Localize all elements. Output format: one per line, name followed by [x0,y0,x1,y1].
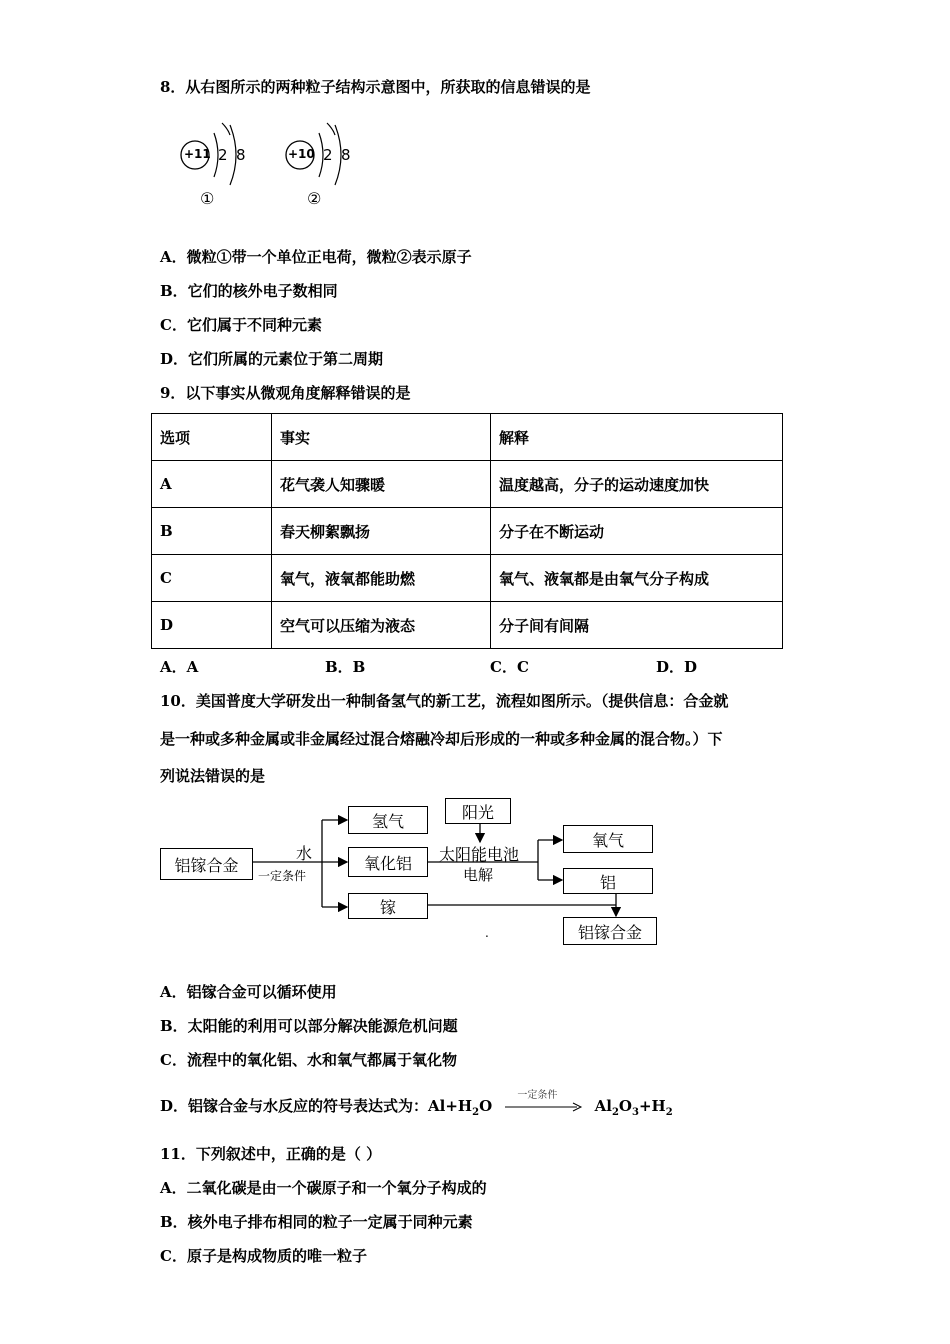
reactant-tail: O [479,1097,493,1115]
table-header-row [152,414,783,461]
product-h-subscript: 2 [665,1107,673,1118]
q9-stem: 9．以下事实从微观角度解释错误的是 [160,384,411,402]
table-row [152,508,783,555]
table-header-cell: 事实 [272,414,491,461]
flow-label-water: 水 [296,844,313,863]
q11-option-b: B．核外电子排布相同的粒子一定属于同种元素 [160,1213,473,1231]
q10-stem-line1: 10．美国普度大学研发出一种制备氢气的新工艺，流程如图所示。（提供信息：合金就 [160,692,729,710]
q8-option-b: B．它们的核外电子数相同 [160,282,338,300]
particle1-nucleus: +11 [184,147,211,161]
table-cell: 温度越高，分子的运动速度加快 [491,461,783,508]
q8-stem: 8．从右图所示的两种粒子结构示意图中，所获取的信息错误的是 [160,78,591,96]
table-cell: 春天柳絮飘扬 [272,508,491,555]
q9-choice-b: B．B [325,658,366,676]
arrow-condition: 一定条件 [517,1090,558,1101]
particle2-label: ② [307,189,322,208]
flow-box-end-alloy: 铝镓合金 [563,917,657,945]
product-al-subscript: 2 [611,1107,619,1118]
table-cell: 氧气、液氧都是由氧气分子构成 [491,555,783,602]
q11-option-a: A．二氧化碳是由一个碳原子和一个氧分子构成的 [160,1179,487,1197]
q11-stem: 11．下列叙述中，正确的是（ ） [160,1145,382,1163]
particle-diagram [170,115,370,215]
product-al: Al [594,1097,612,1115]
q8-option-c: C．它们属于不同种元素 [160,316,322,334]
flow-box-oxygen: 氧气 [563,825,653,853]
particle2-nucleus: +10 [288,147,315,161]
reactant-subscript: 2 [472,1107,480,1118]
q8-option-d: D．它们所属的元素位于第二周期 [160,350,384,368]
q9-choice-a: A．A [160,658,199,676]
q10-stem-line2: 是一种或多种金属或非金属经过混合熔融冷却后形成的一种或多种金属的混合物。）下 [160,730,723,748]
q10-stem-line3: 列说法错误的是 [160,767,266,785]
table-cell: 空气可以压缩为液态 [272,602,491,649]
arrow-icon [503,1100,583,1114]
flow-box-gallium: 镓 [348,893,428,919]
table-cell: 分子间有间隔 [491,602,783,649]
reaction-arrow [503,1090,583,1114]
table-row [152,461,783,508]
q8-option-a: A．微粒①带一个单位正电荷，微粒②表示原子 [160,248,472,266]
table-cell: 花气袭人知骤暖 [272,461,491,508]
particle1-shell1-count: 2 [218,146,228,164]
flow-label-solar-cell: 太阳能电池 [439,845,520,864]
particle2-shell1-count: 2 [323,146,333,164]
table-header-cell: 解释 [491,414,783,461]
table-row [152,555,783,602]
flow-dot: . [485,926,489,940]
particle1-shell2-count: 8 [236,146,246,164]
table-cell: C [152,555,272,602]
flow-box-alumina: 氧化铝 [348,847,428,877]
q10-option-b: B．太阳能的利用可以部分解决能源危机问题 [160,1017,458,1035]
product-o-subscript: 3 [632,1107,639,1118]
table-cell: A [152,461,272,508]
q9-table [151,413,783,649]
particle1-label: ① [200,189,215,208]
table-cell: 分子在不断运动 [491,508,783,555]
q10-option-d-prefix: D．铝镓合金与水反应的符号表达式为： [160,1097,429,1115]
product-h: +H [638,1097,666,1115]
flow-label-electrolysis: 电解 [463,866,494,884]
flow-label-condition: 一定条件 [258,869,307,883]
table-row [152,602,783,649]
product-o: O [618,1097,632,1115]
table-cell: D [152,602,272,649]
q10-option-c: C．流程中的氧化铝、水和氧气都属于氧化物 [160,1051,457,1069]
flow-box-aluminum: 铝 [563,868,653,894]
q10-option-a: A．铝镓合金可以循环使用 [160,983,337,1001]
table-cell: 氧气，液氧都能助燃 [272,555,491,602]
flow-box-start-alloy: 铝镓合金 [160,848,253,880]
table-header-cell: 选项 [152,414,272,461]
particle2-shell2-count: 8 [341,146,351,164]
q9-choice-d: D．D [656,658,698,676]
reactants: Al+H [428,1097,473,1115]
flow-box-sunlight: 阳光 [445,798,511,824]
q11-option-c: C．原子是构成物质的唯一粒子 [160,1247,367,1265]
table-cell: B [152,508,272,555]
q9-choice-c: C．C [490,658,529,676]
flow-box-hydrogen: 氢气 [348,806,428,834]
q10-option-d [160,1090,673,1118]
